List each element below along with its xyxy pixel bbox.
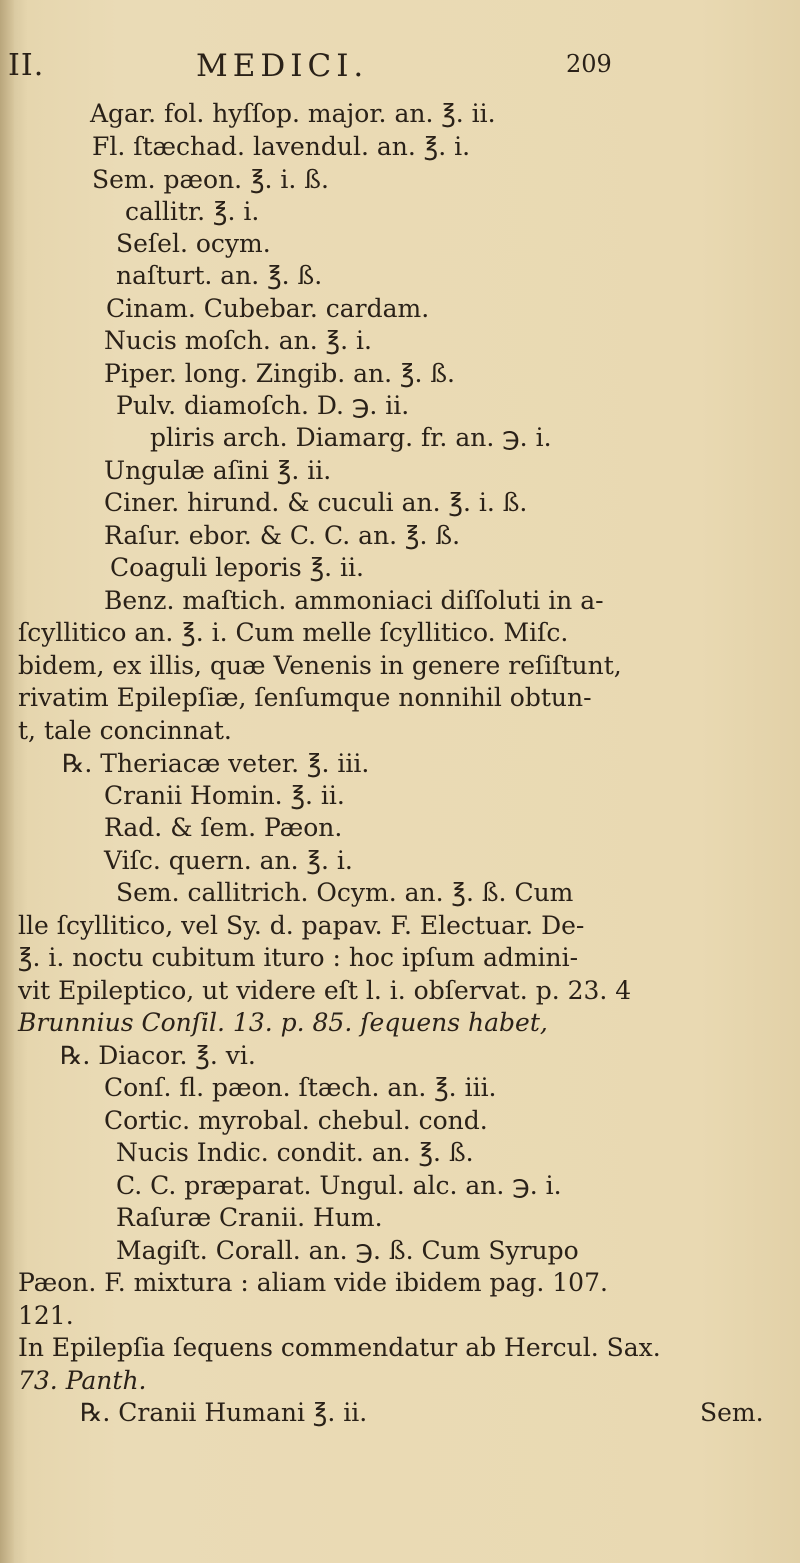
text-line: naſturt. an. ℥. ß. bbox=[116, 261, 323, 290]
text-line: Ciner. hirund. & cuculi an. ℥. i. ß. bbox=[104, 488, 528, 517]
text-line: ſcyllitico an. ℥. i. Cum melle ſcyllitico. Miſc. bbox=[18, 618, 569, 647]
catchword: Sem. bbox=[700, 1398, 764, 1427]
text-line: Pæon. F. mixtura : aliam vide ibidem pag. 107. bbox=[18, 1268, 608, 1297]
text-line: ℞. Theriacæ veter. ℥. iii. bbox=[62, 749, 370, 778]
text-line: Piper. long. Zingib. an. ℥. ß. bbox=[104, 359, 456, 388]
text-line: bidem, ex illis, quæ Venenis in genere reſiſtunt, bbox=[18, 651, 622, 680]
text-line: 121. bbox=[18, 1301, 74, 1330]
text-line: ℥. i. noctu cubitum ituro : hoc ipſum admini- bbox=[18, 943, 579, 972]
text-line: pliris arch. Diamarg. fr. an. ℈. i. bbox=[150, 423, 552, 452]
text-line: Raſuræ Cranii. Hum. bbox=[116, 1203, 383, 1232]
text-line: Magiſt. Corall. an. ℈. ß. Cum Syrupo bbox=[116, 1236, 579, 1265]
text-line: Fl. ſtæchad. lavendul. an. ℥. i. bbox=[92, 132, 471, 161]
text-line: ℞. Diacor. ℥. vi. bbox=[60, 1041, 256, 1070]
running-title: MEDICI. bbox=[196, 48, 369, 84]
section-number: II. bbox=[8, 48, 45, 83]
text-line: Sem. callitrich. Ocym. an. ℥. ß. Cum bbox=[116, 878, 574, 907]
text-line: Brunnius Conſil. 13. p. 85. ſequens habet, bbox=[18, 1008, 548, 1037]
text-line: ℞. Cranii Humani ℥. ii. bbox=[80, 1398, 368, 1427]
text-line: Benz. maſtich. ammoniaci diſſoluti in a- bbox=[104, 586, 604, 615]
text-line: Nucis Indic. condit. an. ℥. ß. bbox=[116, 1138, 474, 1167]
text-line: t, tale concinnat. bbox=[18, 716, 232, 745]
text-line: Rad. & ſem. Pæon. bbox=[104, 813, 343, 842]
text-line: Ungulæ aſini ℥. ii. bbox=[104, 456, 332, 485]
text-line: Conſ. fl. pæon. ſtæch. an. ℥. iii. bbox=[104, 1073, 497, 1102]
text-line: Raſur. ebor. & C. C. an. ℥. ß. bbox=[104, 521, 461, 550]
text-line: In Epilepſia ſequens commendatur ab Hercul. Sax. bbox=[18, 1333, 661, 1362]
text-line: Cortic. myrobal. chebul. cond. bbox=[104, 1106, 488, 1135]
text-line: C. C. præparat. Ungul. alc. an. ℈. i. bbox=[116, 1171, 562, 1200]
text-line: 73. Panth. bbox=[18, 1366, 147, 1395]
text-line: Pulv. diamoſch. D. ℈. ii. bbox=[116, 391, 410, 420]
text-line: Agar. fol. hyſſop. major. an. ℥. ii. bbox=[90, 99, 496, 128]
text-line: Coaguli leporis ℥. ii. bbox=[110, 553, 364, 582]
text-line: vit Epileptico, ut videre eſt l. i. obſervat. p. 23. 4 bbox=[18, 976, 632, 1005]
text-line: lle ſcyllitico, vel Sy. d. papav. F. Electuar. De- bbox=[18, 911, 585, 940]
text-line: Cranii Homin. ℥. ii. bbox=[104, 781, 345, 810]
text-line: Seſel. ocym. bbox=[116, 229, 271, 258]
page-gutter bbox=[0, 0, 14, 1563]
text-line: Viſc. quern. an. ℥. i. bbox=[104, 846, 353, 875]
text-line: Nucis moſch. an. ℥. i. bbox=[104, 326, 372, 355]
text-line: Sem. pæon. ℥. i. ß. bbox=[92, 165, 329, 194]
text-line: rivatim Epilepſiæ, ſenſumque nonnihil obtun- bbox=[18, 683, 592, 712]
text-line: Cinam. Cubebar. cardam. bbox=[106, 294, 430, 323]
running-header bbox=[0, 48, 800, 92]
page-number: 209 bbox=[566, 50, 612, 78]
text-line: callitr. ℥. i. bbox=[125, 197, 260, 226]
